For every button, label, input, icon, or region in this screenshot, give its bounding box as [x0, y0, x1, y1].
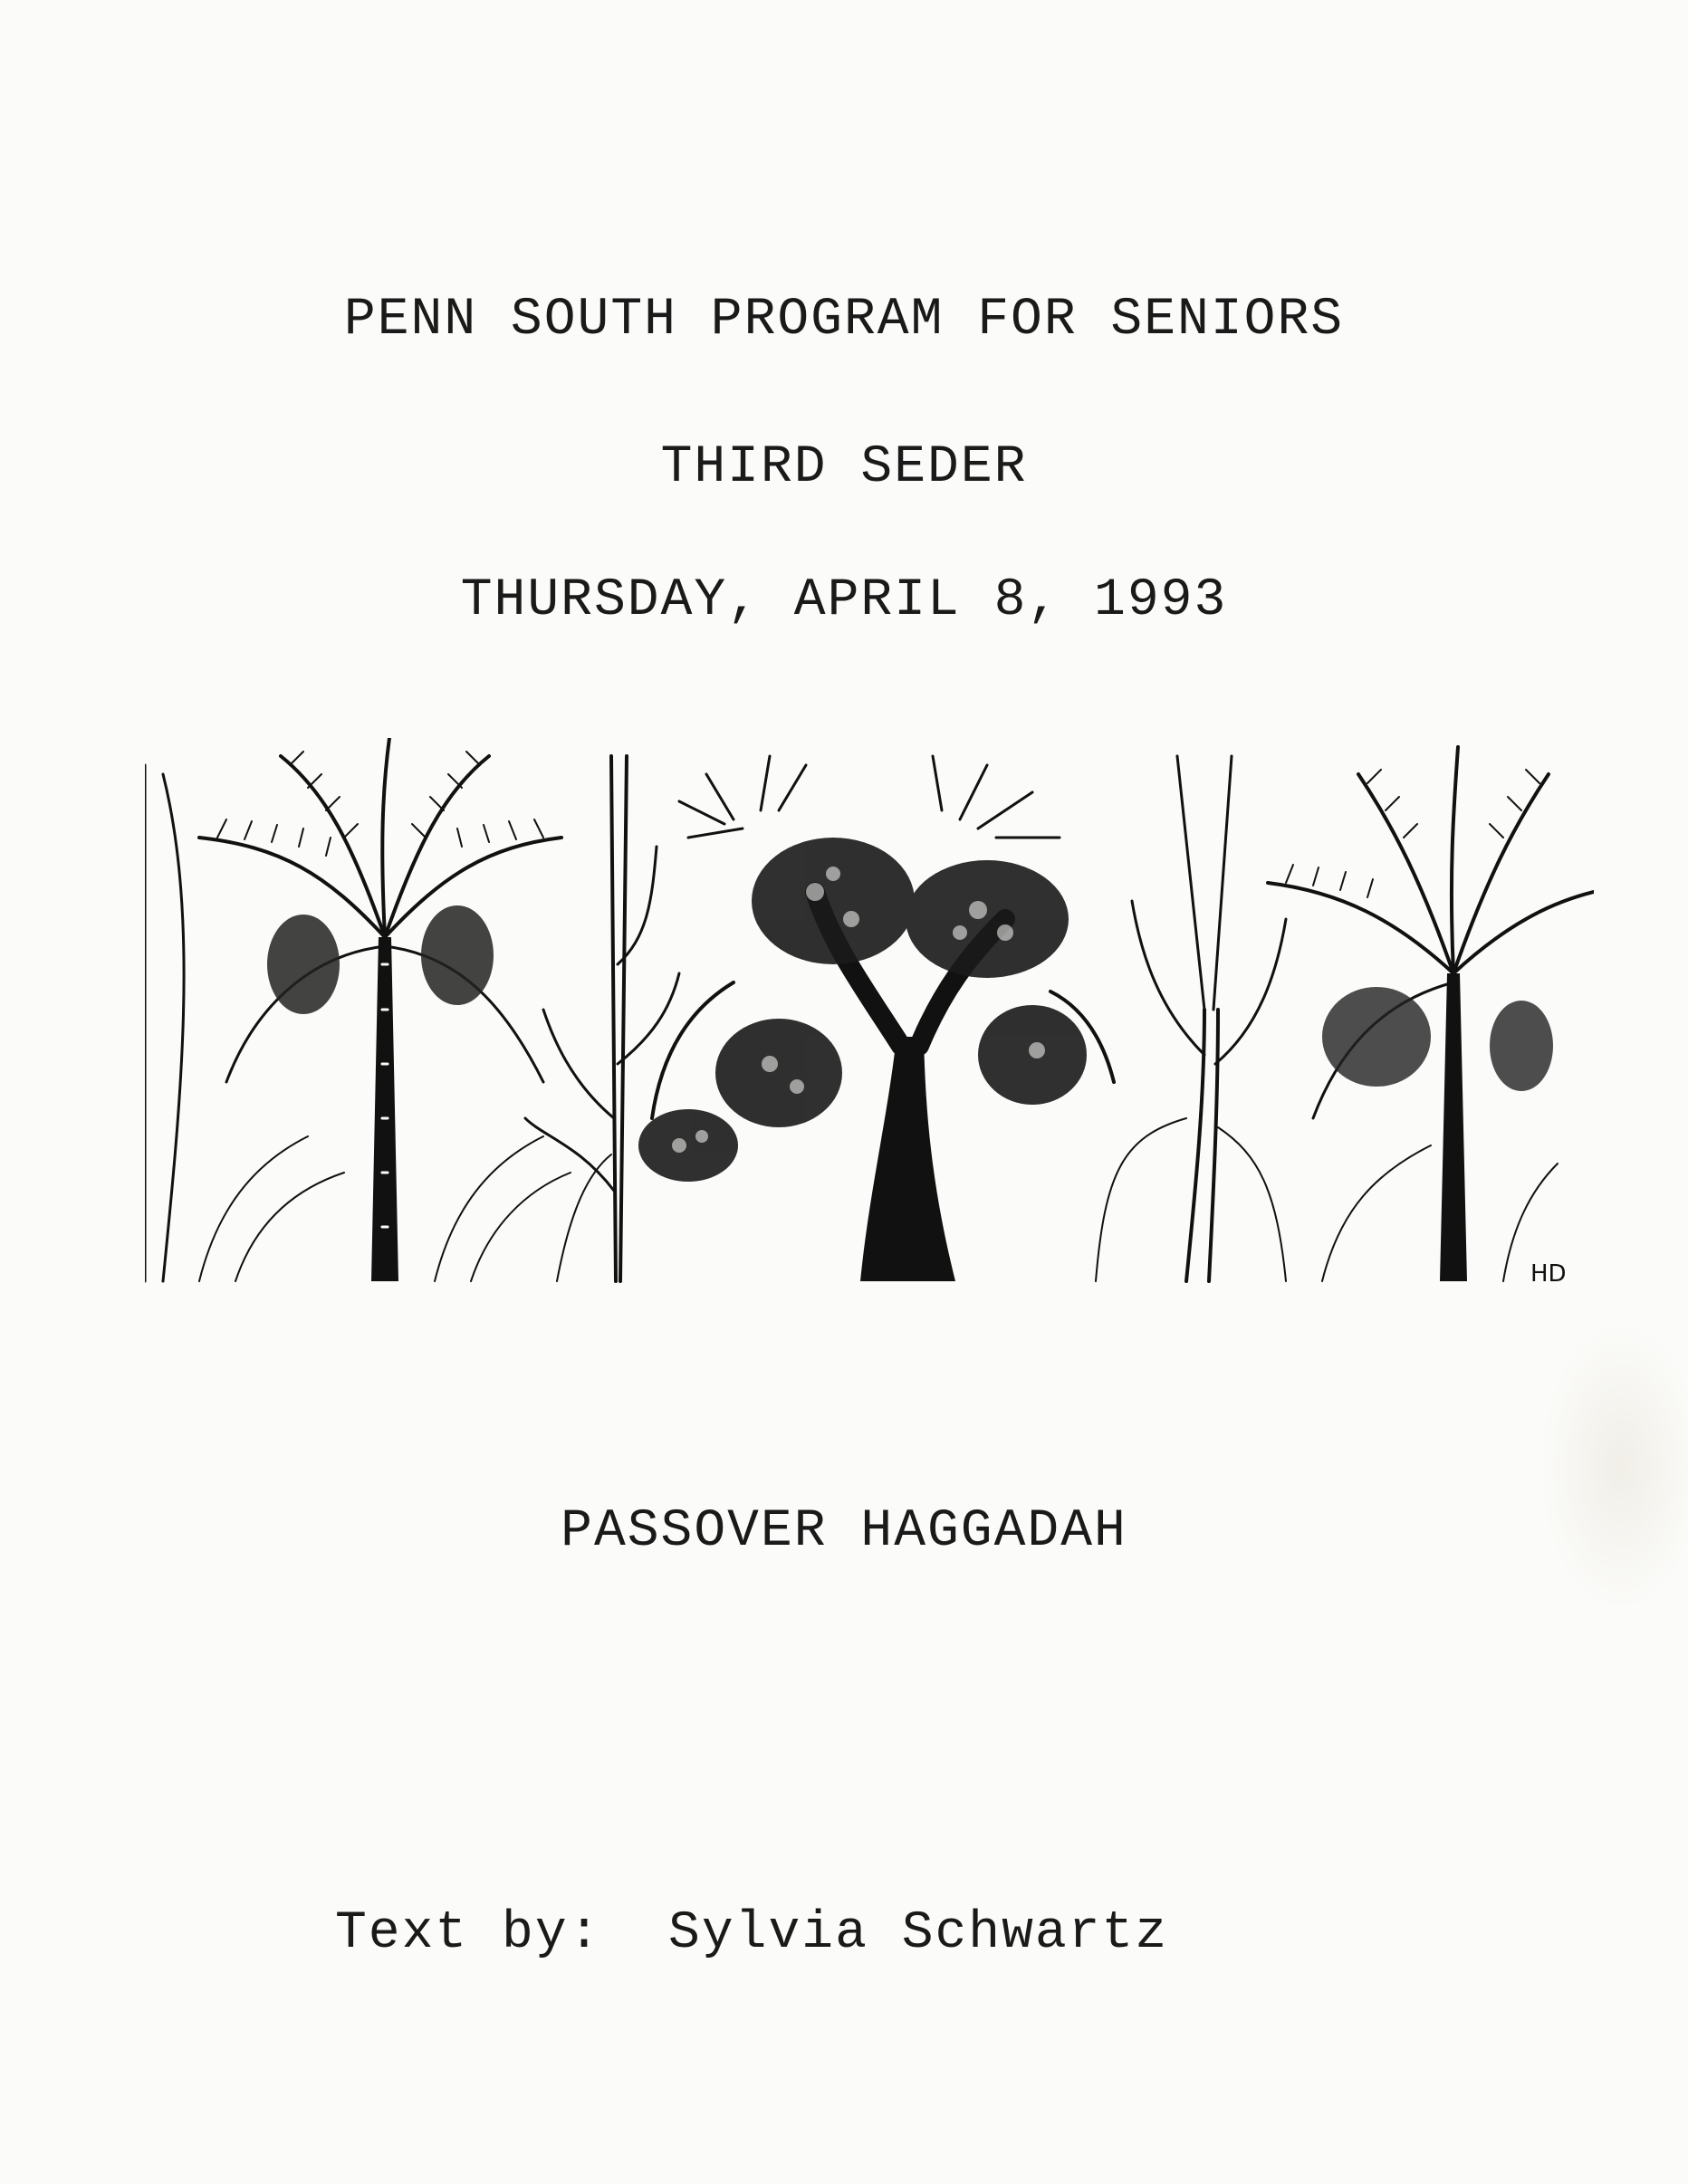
author-credit: Text by: Sylvia Schwartz	[335, 1904, 1169, 1963]
palm-tree-left	[145, 738, 571, 1281]
thin-tree	[525, 756, 679, 1281]
date-heading: THURSDAY, APRIL 8, 1993	[460, 571, 1228, 630]
thin-tree-right	[1096, 756, 1286, 1281]
organization-heading: PENN SOUTH PROGRAM FOR SENIORS	[343, 291, 1345, 350]
event-heading: THIRD SEDER	[660, 438, 1028, 497]
palm-trees-illustration	[145, 738, 1594, 1299]
document-title: PASSOVER HAGGADAH	[561, 1502, 1127, 1561]
center-fruit-tree	[638, 756, 1114, 1281]
artist-initials: HD	[1530, 1260, 1567, 1288]
paper-stain	[1539, 1322, 1688, 1612]
palm-tree-right	[1268, 747, 1594, 1281]
